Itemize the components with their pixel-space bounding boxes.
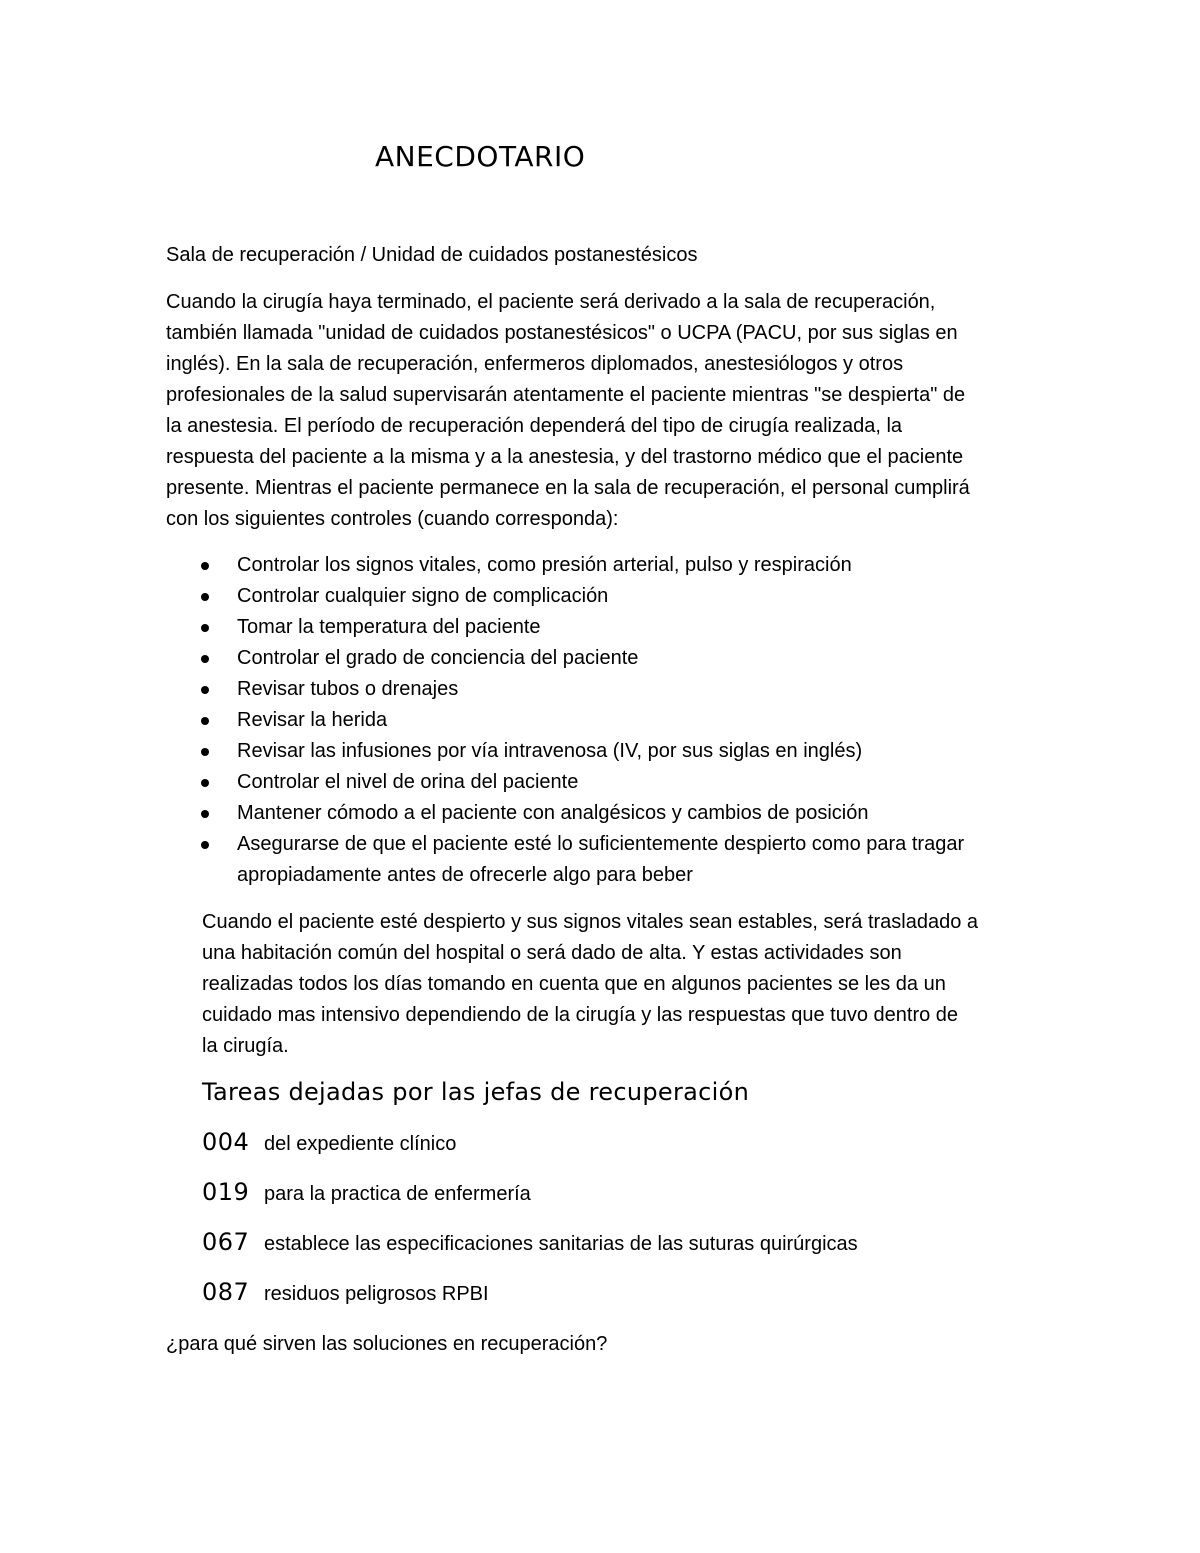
list-item: Controlar el grado de conciencia del paciente xyxy=(166,643,1066,674)
intro-line: presente. Mientras el paciente permanece en la sala de recuperación, el personal cumplirá xyxy=(166,477,970,499)
bullet-icon xyxy=(201,779,209,787)
list-item: Tomar la temperatura del paciente xyxy=(166,612,1066,643)
bullet-icon xyxy=(201,624,209,632)
closing-line: la cirugía. xyxy=(202,1035,289,1057)
intro-line: también llamada "unidad de cuidados postanestésicos" o UCPA (PACU, por sus siglas en xyxy=(166,322,958,344)
intro-line: Cuando la cirugía haya terminado, el paciente será derivado a la sala de recuperación, xyxy=(166,291,936,313)
bullet-icon xyxy=(201,748,209,756)
intro-line: con los siguientes controles (cuando corresponda): xyxy=(166,508,619,530)
intro-line: respuesta del paciente a la misma y a la anestesia, y del trastorno médico que el paciente xyxy=(166,446,964,468)
intro-line: profesionales de la salud supervisarán atentamente el paciente mientras "se despierta" de xyxy=(166,384,966,406)
list-item: Controlar los signos vitales, como presión arterial, pulso y respiración xyxy=(166,550,1066,581)
list-item: Mantener cómodo a el paciente con analgésicos y cambios de posición xyxy=(166,798,1066,829)
intro-paragraph xyxy=(166,287,1046,535)
closing-line: cuidado mas intensivo dependiendo de la cirugía y las respuestas que tuvo dentro de xyxy=(202,1004,959,1026)
closing-line: una habitación común del hospital o será dado de alta. Y estas actividades son xyxy=(202,942,902,964)
norm-code: 004 xyxy=(202,1128,250,1156)
norm-item xyxy=(202,1128,858,1178)
list-item: Asegurarse de que el paciente esté lo suficientemente despierto como para tragar apropiadamente antes de ofrecerle algo para beber xyxy=(166,829,1066,891)
norm-item xyxy=(202,1178,858,1228)
intro-line: inglés). En la sala de recuperación, enfermeros diplomados, anestesiólogos y otros xyxy=(166,353,904,375)
norm-description: establece las especificaciones sanitarias de las suturas quirúrgicas xyxy=(264,1233,858,1255)
norm-description: del expediente clínico xyxy=(264,1133,457,1155)
norm-item xyxy=(202,1278,858,1328)
bullet-icon xyxy=(201,562,209,570)
list-item: Controlar el nivel de orina del paciente xyxy=(166,767,1066,798)
list-item: Revisar las infusiones por vía intravenosa (IV, por sus siglas en inglés) xyxy=(166,736,1066,767)
norm-code: 087 xyxy=(202,1278,250,1306)
closing-paragraph xyxy=(202,907,1062,1062)
document-title: ANECDOTARIO xyxy=(375,140,586,173)
closing-line: realizadas todos los días tomando en cuenta que en algunos pacientes se les da un xyxy=(202,973,946,995)
norm-description: para la practica de enfermería xyxy=(264,1183,531,1205)
intro-line: la anestesia. El período de recuperación dependerá del tipo de cirugía realizada, la xyxy=(166,415,903,437)
list-item: Revisar la herida xyxy=(166,705,1066,736)
bullet-icon xyxy=(201,717,209,725)
norm-description: residuos peligrosos RPBI xyxy=(264,1283,489,1305)
norm-item xyxy=(202,1228,858,1278)
norm-code: 019 xyxy=(202,1178,250,1206)
closing-question: ¿para qué sirven las soluciones en recuperación? xyxy=(166,1333,608,1355)
bullet-icon xyxy=(201,841,209,849)
tasks-heading: Tareas dejadas por las jefas de recuperación xyxy=(202,1078,750,1106)
norms-list xyxy=(202,1128,858,1328)
section-subtitle: Sala de recuperación / Unidad de cuidados postanestésicos xyxy=(166,244,698,266)
controls-list xyxy=(166,550,1066,891)
closing-line: Cuando el paciente esté despierto y sus signos vitales sean estables, será trasladado a xyxy=(202,911,979,933)
list-item: Controlar cualquier signo de complicación xyxy=(166,581,1066,612)
bullet-icon xyxy=(201,686,209,694)
bullet-icon xyxy=(201,810,209,818)
bullet-icon xyxy=(201,593,209,601)
list-item: Revisar tubos o drenajes xyxy=(166,674,1066,705)
norm-code: 067 xyxy=(202,1228,250,1256)
bullet-icon xyxy=(201,655,209,663)
